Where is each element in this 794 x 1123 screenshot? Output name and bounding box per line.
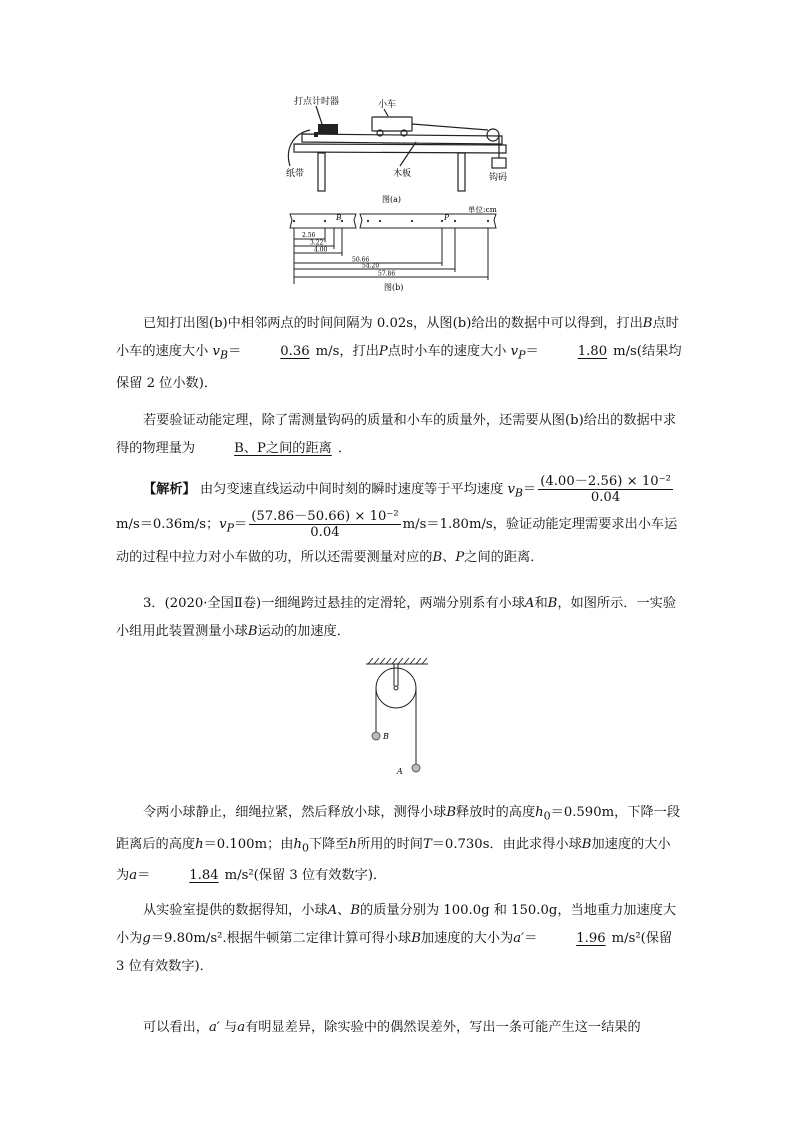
tape-dot: [454, 220, 456, 222]
paragraph-measure: 令两小球静止，细绳拉紧，然后释放小球，测得小球B释放时的高度$h_0=0.590m$，下降一段距离后的高度h＝0.100m；由$h_0$下降至h所用的时间T＝0.730s．由此求得小球B加速度的大小为a＝ 1.84 m/s²(保留 3 位有效数字)．: [116, 799, 682, 890]
paragraph-newton: 从实验室提供的数据得知，小球A、B的质量分别为 100.0g 和 150.0g，当地重力加速度大小为g＝9.80m/s².根据牛顿第二定律计算可得小球B加速度的大小为a′＝ 1.96 m/s²(保留 3 位有效数字)．: [116, 903, 677, 974]
tape-dot: [293, 220, 295, 222]
ball-a: [412, 764, 420, 772]
string: [412, 124, 488, 130]
tape-dot: [441, 220, 443, 222]
label-weight: 钩码: [489, 173, 508, 183]
tape-dot: [487, 220, 489, 222]
point-b-label: B: [336, 213, 342, 222]
fraction-vb: $\frac{\text{(4.00－2.56) × 10⁻²}}{0.04}$: [540, 474, 671, 505]
label-board: 木板: [393, 169, 412, 179]
label-tape: 纸带: [286, 169, 305, 179]
label-timer: 打点计时器: [294, 97, 340, 107]
distance-label: 54.20: [362, 262, 380, 270]
paragraph-velocity: 已知打出图(b)中相邻两点的时间间隔为 0.02s，从图(b)给出的数据中可以得到，打出B点时小车的速度大小 $v_B= 0.36$ m/s，打出P点时小车的速度大小 $v_P= 1.80$ m/s(结果均保留 2 位小数)．: [116, 316, 682, 391]
distance-label: 3.22: [310, 239, 324, 247]
timer: [318, 124, 338, 134]
weight: [492, 158, 506, 168]
pulley-wheel: [376, 668, 416, 708]
tape-dot: [411, 220, 413, 222]
paper-tape: [288, 130, 310, 166]
paragraph-quantity: 若要验证动能定理，除了需测量钩码的质量和小车的质量外，还需要从图(b)给出的数据中求得的物理量为 B、P之间的距离 ．: [116, 407, 682, 463]
tape-dot: [367, 220, 369, 222]
distance-label: 2.56: [302, 232, 316, 239]
answer-vp: 1.80: [577, 344, 608, 359]
label-ball-b: B: [383, 732, 389, 741]
analysis: 【解析】 由匀变速直线运动中间时刻的瞬时速度等于平均速度 $v_B=$ $\frac{\text{(4.00－2.56) × 10⁻²}}{0.04}$ m/s＝0.36m/s；$v_P=$ $\frac{\text{(57.86－50.66) × 10⁻²}}{0.04}$ m/s＝1.80m/s，验证动能定理需要求出小车运动的过程中拉力对小车做的功，所以还需要测量对应的B、P之间的距离．: [116, 474, 678, 566]
analysis-tag: 【解析】: [143, 482, 196, 497]
pulley: [487, 129, 499, 141]
label-ball-a: A: [397, 767, 403, 776]
distance-label: 4.00: [314, 246, 328, 254]
figure-b: [284, 206, 510, 292]
unit-label: 单位:cm: [468, 206, 497, 214]
answer-quantity: B、P之间的距离: [234, 441, 332, 456]
label-cart: 小车: [378, 100, 397, 110]
distance-label: 50.66: [352, 256, 370, 264]
distance-label: 57.86: [378, 270, 396, 278]
table-leg-left: [318, 153, 325, 191]
tape-segment: [290, 214, 356, 228]
caption-b: 图(b): [384, 283, 404, 292]
question-3: 3．(2020·全国Ⅱ卷)一细绳跨过悬挂的定滑轮，两端分别系有小球A和B，如图所示．一实验小组用此装置测量小球B运动的加速度．: [116, 596, 677, 639]
answer-a-prime: 1.96: [576, 931, 606, 946]
fraction-vp: $\frac{\text{(57.86－50.66) × 10⁻²}}{0.04}$: [251, 508, 399, 540]
answer-vb: 0.36: [280, 344, 310, 359]
figure-pulley: [362, 656, 432, 781]
table-leg-right: [458, 153, 465, 191]
paragraph-difference: 可以看出，a′ 与a有明显差异，除实验中的偶然误差外，写出一条可能产生这一结果的: [143, 1020, 641, 1035]
table-top: [294, 144, 506, 153]
ball-b: [372, 732, 380, 740]
cart: [372, 117, 412, 131]
answer-a: 1.84: [189, 868, 219, 884]
tape-dot: [324, 220, 326, 222]
pulley-axle: [394, 686, 398, 690]
point-p-label: P: [444, 213, 450, 222]
caption-a: 图(a): [382, 195, 402, 204]
tape-dot: [379, 220, 381, 222]
figure-a: [280, 92, 530, 207]
